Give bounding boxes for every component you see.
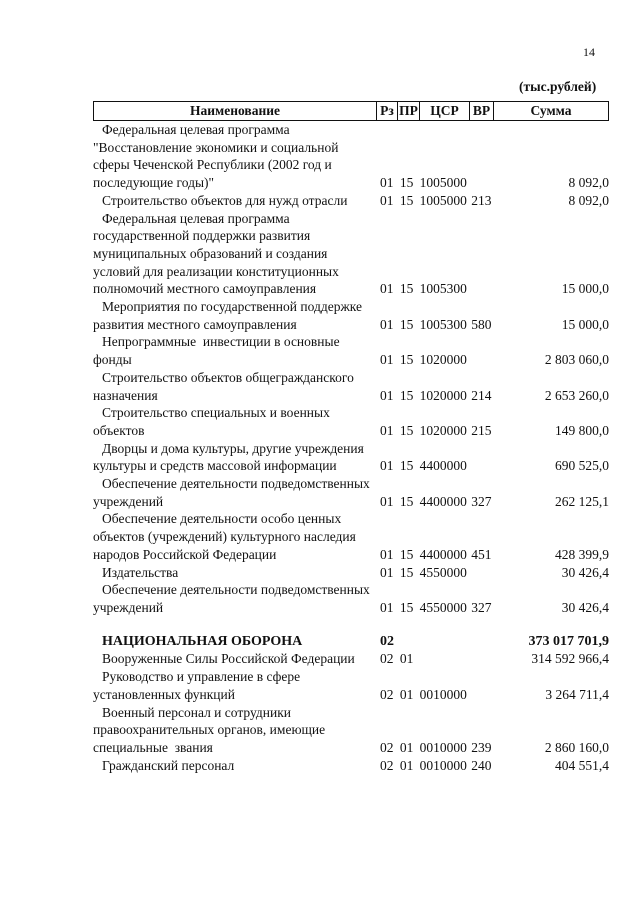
row-sum: 15 000,0 <box>561 281 609 297</box>
row-codes <box>376 599 493 617</box>
header-name: Наименование <box>94 102 377 120</box>
row-codes <box>376 387 493 405</box>
row-vr <box>471 174 493 192</box>
row-sum: 2 860 160,0 <box>544 739 609 755</box>
table-row <box>93 192 609 210</box>
row-pr: 01 <box>399 757 414 773</box>
header-rz: Рз <box>377 102 398 120</box>
section-gap <box>93 617 609 633</box>
row-name <box>93 440 376 475</box>
table-row <box>93 650 609 668</box>
row-codes <box>376 546 493 564</box>
header-csr: ЦСР <box>420 102 470 120</box>
row-codes <box>376 457 493 475</box>
table-header <box>93 101 609 121</box>
row-rz: 01 <box>380 599 394 615</box>
row-rz: 01 <box>380 493 394 509</box>
row-sum: 2 653 260,0 <box>544 387 609 403</box>
row-vr: 240 <box>471 757 492 773</box>
row-csr: 1020000 <box>419 352 467 368</box>
row-rz: 02 <box>380 651 394 667</box>
table-row <box>93 333 609 368</box>
row-name-text: Обеспечение деятельности подведомственных учреждений <box>93 582 374 615</box>
row-vr <box>471 280 493 298</box>
section-row <box>93 633 609 651</box>
row-rz: 01 <box>380 352 394 368</box>
row-vr: 580 <box>471 316 492 332</box>
budget-table <box>93 101 609 774</box>
row-csr: 4400000 <box>419 493 467 509</box>
row-name <box>93 564 376 582</box>
row-name-text: Обеспечение деятельности особо ценных объектов (учреждений) культурного наследия народов Российской Федерации <box>93 511 360 562</box>
row-name <box>93 633 376 651</box>
table-body <box>93 121 609 774</box>
row-rz: 01 <box>380 458 394 474</box>
row-sum: 149 800,0 <box>555 422 609 438</box>
row-pr: 15 <box>399 192 414 208</box>
header-vr: ВР <box>470 102 494 120</box>
header-sum: Сумма <box>530 103 572 118</box>
row-csr: 0010000 <box>419 686 467 702</box>
row-rz: 02 <box>380 757 394 773</box>
row-codes <box>376 422 493 440</box>
row-vr: 215 <box>471 422 492 438</box>
table-row <box>93 704 609 757</box>
row-sum: 8 092,0 <box>568 192 609 208</box>
table-row <box>93 581 609 616</box>
row-csr: 4400000 <box>419 458 467 474</box>
row-rz: 01 <box>380 281 394 297</box>
row-sum: 8 092,0 <box>568 175 609 191</box>
row-name <box>93 704 376 757</box>
row-sum: 373 017 701,9 <box>528 633 609 649</box>
row-vr: 213 <box>471 192 492 208</box>
row-sum: 30 426,4 <box>561 564 609 580</box>
row-rz: 01 <box>380 192 394 208</box>
row-rz: 01 <box>380 546 394 562</box>
row-name <box>93 668 376 703</box>
row-name <box>93 581 376 616</box>
row-pr: 15 <box>399 316 414 332</box>
row-csr: 0010000 <box>419 739 467 755</box>
row-codes <box>376 650 493 668</box>
row-vr <box>471 650 493 668</box>
row-codes <box>376 351 493 369</box>
row-vr: 327 <box>471 493 492 509</box>
table-row <box>93 121 609 192</box>
row-name <box>93 757 376 775</box>
row-vr: 327 <box>471 599 492 615</box>
row-name-text: Непрограммные инвестиции в основные фонды <box>93 334 343 368</box>
row-pr <box>400 633 420 651</box>
row-rz: 01 <box>380 175 394 191</box>
row-vr: 214 <box>471 387 492 403</box>
row-name-text: Гражданский персонал <box>102 757 235 773</box>
row-pr: 01 <box>399 651 414 667</box>
row-pr: 01 <box>399 686 414 702</box>
row-vr <box>471 351 493 369</box>
row-vr: 451 <box>471 546 492 562</box>
row-name <box>93 298 376 333</box>
row-codes <box>376 316 493 334</box>
row-name <box>93 121 376 192</box>
row-csr: 1005000 <box>419 192 467 208</box>
row-csr: 4550000 <box>419 564 467 580</box>
row-name-text: Вооруженные Силы Российской Федерации <box>102 651 355 667</box>
row-rz: 01 <box>380 564 394 580</box>
row-csr: 1020000 <box>419 422 467 438</box>
row-rz: 02 <box>380 633 394 649</box>
row-sum: 690 525,0 <box>555 458 609 474</box>
row-name-text: Дворцы и дома культуры, другие учреждения культуры и средств массовой информации <box>93 440 368 474</box>
row-pr: 15 <box>399 458 414 474</box>
row-name-text: Строительство объектов общегражданского назначения <box>93 369 358 403</box>
row-name-text: Федеральная целевая программа государственной поддержки развития муниципальных образований и создания условий для реализации конституционных полномочий местного самоуправления <box>93 210 343 297</box>
row-name <box>93 333 376 368</box>
table-row <box>93 757 609 775</box>
row-rz: 01 <box>380 422 394 438</box>
row-pr: 15 <box>399 599 414 615</box>
row-pr: 15 <box>399 564 414 580</box>
row-vr <box>471 564 493 582</box>
row-name-text: Издательства <box>102 564 179 580</box>
row-pr: 01 <box>399 739 414 755</box>
header-pr: ПР <box>398 102 420 120</box>
row-name <box>93 510 376 563</box>
row-name-text: Строительство специальных и военных объектов <box>93 405 334 438</box>
table-row <box>93 510 609 563</box>
table-row <box>93 440 609 475</box>
row-name-text: НАЦИОНАЛЬНАЯ ОБОРОНА <box>102 633 303 649</box>
row-name-text: Руководство и управление в сфере установленных функций <box>93 669 304 702</box>
row-sum: 3 264 711,4 <box>545 686 609 702</box>
row-name <box>93 210 376 299</box>
row-csr: 1005000 <box>419 175 467 191</box>
row-pr: 15 <box>399 493 414 509</box>
row-rz: 01 <box>380 387 394 403</box>
row-csr <box>420 650 472 668</box>
row-sum: 30 426,4 <box>561 599 609 615</box>
row-name <box>93 369 376 404</box>
row-pr: 15 <box>399 387 414 403</box>
row-sum: 428 399,9 <box>555 546 609 562</box>
row-sum: 404 551,4 <box>555 757 609 773</box>
row-csr <box>420 633 472 651</box>
row-csr: 4400000 <box>419 546 467 562</box>
row-vr: 239 <box>471 739 492 755</box>
row-sum: 15 000,0 <box>561 316 609 332</box>
row-vr <box>471 686 493 704</box>
table-row <box>93 369 609 404</box>
row-codes <box>376 739 493 757</box>
row-name <box>93 404 376 439</box>
row-sum: 314 592 966,4 <box>531 651 609 667</box>
page-number: 14 <box>583 45 595 59</box>
row-sum: 2 803 060,0 <box>544 352 609 368</box>
table-row <box>93 404 609 439</box>
row-csr: 4550000 <box>419 599 467 615</box>
row-codes <box>376 192 493 210</box>
row-name-text: Федеральная целевая программа "Восстановление экономики и социальной сферы Чеченской Республики (2002 год и последующие годы)" <box>93 122 342 191</box>
row-codes <box>376 757 493 775</box>
row-name <box>93 475 376 510</box>
row-name-text: Мероприятия по государственной поддержке развития местного самоуправления <box>93 299 366 332</box>
row-codes <box>376 174 493 192</box>
row-pr: 15 <box>399 352 414 368</box>
table-row <box>93 298 609 333</box>
row-vr <box>471 457 493 475</box>
row-codes <box>376 493 493 511</box>
row-sum: 262 125,1 <box>555 493 609 509</box>
row-csr: 0010000 <box>419 757 467 773</box>
table-row <box>93 210 609 299</box>
row-pr: 15 <box>399 546 414 562</box>
row-name-text: Военный персонал и сотрудники правоохранительных органов, имеющие специальные звания <box>93 704 329 755</box>
row-codes <box>376 280 493 298</box>
table-row <box>93 668 609 703</box>
table-row <box>93 475 609 510</box>
row-codes <box>376 564 493 582</box>
row-name <box>93 650 376 668</box>
row-pr: 15 <box>399 281 414 297</box>
row-csr: 1005300 <box>419 281 467 297</box>
row-csr: 1005300 <box>419 316 467 332</box>
row-codes <box>376 633 493 651</box>
row-rz: 01 <box>380 316 394 332</box>
row-rz: 02 <box>380 686 394 702</box>
row-csr: 1020000 <box>419 387 467 403</box>
row-name-text: Обеспечение деятельности подведомственных учреждений <box>93 476 374 509</box>
row-pr: 15 <box>399 422 414 438</box>
table-row <box>93 564 609 582</box>
row-vr <box>471 633 493 651</box>
row-name-text: Строительство объектов для нужд отрасли <box>102 192 348 208</box>
row-name <box>93 192 376 210</box>
row-pr: 15 <box>399 175 414 191</box>
units-label: (тыс.рублей) <box>519 79 597 94</box>
row-codes <box>376 686 493 704</box>
row-rz: 02 <box>380 739 394 755</box>
